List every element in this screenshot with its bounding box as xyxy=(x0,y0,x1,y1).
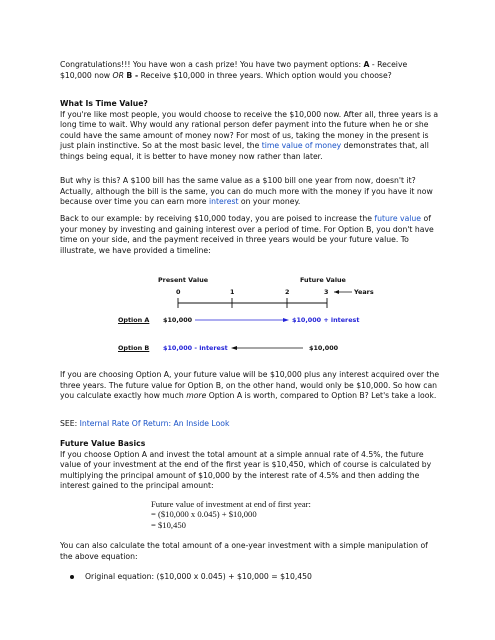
or-text: OR xyxy=(112,70,124,80)
years-pointer-arrowhead xyxy=(334,290,339,294)
option-b-present: $10,000 - interest xyxy=(163,344,228,352)
option-b-arrowhead xyxy=(231,346,237,350)
equation-line: Future value of investment at end of first year: xyxy=(151,499,311,509)
future-value-label: Future Value xyxy=(300,276,346,284)
emphasis-more: more xyxy=(186,391,207,401)
bullet-dot-icon xyxy=(70,575,74,579)
intro-text: Congratulations!!! You have won a cash prize! You have two payment options: xyxy=(60,60,364,69)
intro-text: - Receive $10,000 now xyxy=(60,60,408,80)
option-a-row-label: Option A xyxy=(118,316,150,324)
future-value-link[interactable]: future value xyxy=(374,214,422,223)
option-b-row-label: Option B xyxy=(118,344,150,352)
list-item xyxy=(70,572,312,583)
future-value-paragraph: If you choose Option A and invest the total amount at a simple annual rate of 4.5%, the future value of your investment at the end of the first year is $10,450, which of course is calculated by multiplying the principal amount of $10,000 by the interest rate of 4.5% and then adding the interest gained to the principal amount: xyxy=(60,449,432,491)
option-a-future: $10,000 + interest xyxy=(292,316,360,324)
tick-label-2: 2 xyxy=(285,288,290,296)
option-a-present: $10,000 xyxy=(163,316,193,324)
time-value-of-money-link[interactable]: time value of money xyxy=(261,141,342,151)
body-text: But why is this? A $100 bill has the same value as a $100 bill one year from now, doesn't it? Actually, although the bill is the same, you can do much more with the money if you have it now because over time you can earn more xyxy=(60,176,433,207)
section-heading-time-value: What Is Time Value? xyxy=(60,99,148,108)
equation-line: = $10,450 xyxy=(151,519,186,530)
body-text: of your money by investing and gaining interest over a period of time. For Option B, you don't have time on your side, and the payment received in three years would be your future value. To illustrate, we have provided a timeline: xyxy=(60,214,434,255)
body-text: If you're like most people, you would choose to receive the $10,000 now. After all, three years is a long time to wait. Why would any rational person defer payment into the future when he or she could have the same amount of money now? For most of us, taking the money in the present is just plain instinctive. So at the most basic level, the xyxy=(60,109,439,151)
body-text: If you are choosing Option A, your future value will be $10,000 plus any interest acquired over the three years. The future value for Option B, on the other hand, would only be $10,000. So how can you calculate exactly how much xyxy=(60,370,440,401)
choosing-paragraph xyxy=(60,370,440,402)
years-label: Years xyxy=(354,288,374,296)
present-value-label: Present Value xyxy=(158,276,209,284)
intro-text: Receive $10,000 in three years. Which option would you choose? xyxy=(138,70,392,80)
body-text: demonstrates that, all things being equal, it is better to have money now rather than later. xyxy=(60,141,429,161)
option-b-future: $10,000 xyxy=(309,344,339,352)
option-a-label: A xyxy=(363,60,370,69)
see-label: SEE: xyxy=(60,419,80,428)
tick-label-1: 1 xyxy=(230,288,235,296)
body-text: Option A is worth, compared to Option B? Let's take a look. xyxy=(206,391,437,401)
equation-block xyxy=(151,499,311,530)
list-item-text: Original equation: ($10,000 x 0.045) + $10,000 = $10,450 xyxy=(85,572,312,581)
option-a-arrowhead xyxy=(283,318,289,322)
irr-article-link[interactable]: Internal Rate Of Return: An Inside Look xyxy=(79,419,230,428)
equation-line: = ($10,000 x 0.045) + $10,000 xyxy=(151,509,257,520)
see-also-line xyxy=(60,419,440,430)
body-text: Back to our example: by receiving $10,000 today, you are poised to increase the xyxy=(60,214,375,223)
body-text: on your money. xyxy=(238,197,301,207)
option-b-label: B - xyxy=(126,70,139,80)
tick-label-0: 0 xyxy=(176,288,181,296)
interest-link[interactable]: interest xyxy=(208,197,239,207)
tick-label-3: 3 xyxy=(324,288,329,296)
section-heading-future-value: Future Value Basics xyxy=(60,439,146,448)
manipulation-paragraph: You can also calculate the total amount of a one-year investment with a simple manipulation of the above equation: xyxy=(60,541,428,561)
